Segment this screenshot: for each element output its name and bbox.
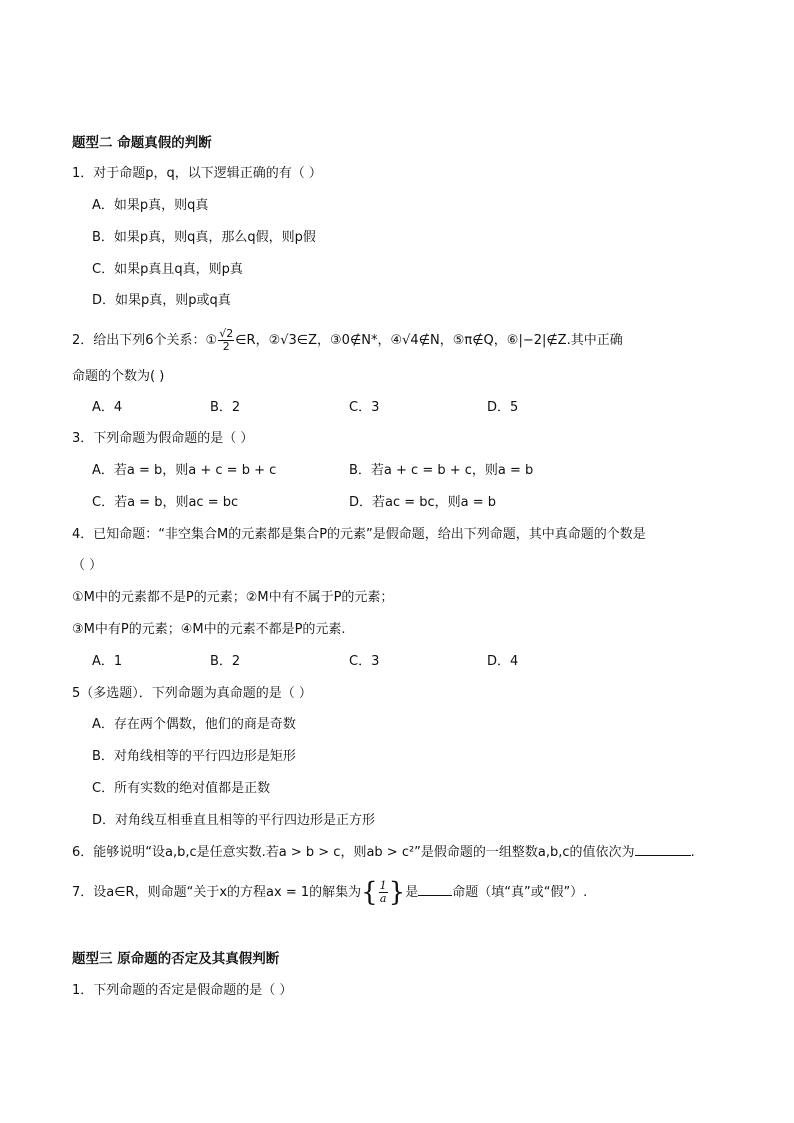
question-4-option-d: D．4 bbox=[487, 654, 519, 669]
question-7-suffix: 是 bbox=[405, 885, 419, 900]
question-7-prefix: 7．设a∈R，则命题“关于x的方程ax = 1的解集为 bbox=[72, 885, 362, 900]
question-4-stem-continued: （ ） bbox=[72, 558, 103, 573]
question-4-stem: 4．已知命题：“非空集合M的元素都是集合P的元素”是假命题，给出下列命题，其中真命题的个数是 bbox=[72, 527, 646, 542]
fraction bbox=[218, 328, 234, 353]
question-2-option-a: A．4 bbox=[92, 400, 123, 415]
question-1-stem: 1．对于命题p，q，以下逻辑正确的有（ ） bbox=[72, 166, 322, 181]
question-3-stem: 3．下列命题为假命题的是（ ） bbox=[72, 431, 254, 446]
question-6-end: . bbox=[690, 845, 695, 860]
question-3-option-a: A．若a = b，则a + c = b + c bbox=[92, 463, 277, 478]
right-brace: } bbox=[388, 877, 406, 908]
question-3-option-d: D．若ac = bc，则a = b bbox=[349, 495, 497, 510]
left-brace: { bbox=[361, 877, 378, 908]
set-fraction-denominator: a bbox=[379, 892, 387, 905]
question-5-option-b: B．对角线相等的平行四边形是矩形 bbox=[92, 749, 296, 764]
question-5-option-c: C．所有实数的绝对值都是正数 bbox=[92, 781, 271, 796]
question-4-statements-1: ①M中的元素都不是P的元素；②M中有不属于P的元素； bbox=[72, 590, 394, 605]
fraction-numerator: √2 bbox=[219, 327, 234, 340]
question-1-option-b: B．如果p真，则q真，那么q假，则p假 bbox=[92, 230, 316, 245]
section-title: 题型三 原命题的否定及其真假判断 bbox=[72, 951, 280, 967]
question-1-option-a: A．如果p真，则q真 bbox=[92, 198, 209, 213]
question-3-option-b: B．若a + c = b + c，则a = b bbox=[349, 463, 534, 478]
section3-question-1-stem: 1．下列命题的否定是假命题的是（ ） bbox=[72, 983, 293, 998]
fraction-denominator: 2 bbox=[222, 340, 230, 353]
question-5-stem: 5（多选题）．下列命题为真命题的是（ ） bbox=[72, 686, 312, 701]
set-fraction bbox=[379, 880, 388, 905]
question-3-option-c: C．若a = b，则ac = bc bbox=[92, 495, 239, 510]
question-2-stem bbox=[72, 328, 623, 353]
question-4-option-b: B．2 bbox=[210, 654, 241, 669]
set-fraction-numerator: 1 bbox=[379, 879, 387, 892]
question-2-option-b: B．2 bbox=[210, 400, 241, 415]
question-6-text: 6．能够说明“设a,b,c是任意实数.若a > b > c，则ab > c²”是假命题的一组整数a,b,c的值依次为 bbox=[72, 845, 635, 860]
question-7-stem bbox=[72, 877, 588, 908]
question-2-option-d: D．5 bbox=[487, 400, 519, 415]
question-2-prefix: 2．给出下列6个关系：① bbox=[72, 333, 218, 348]
question-1-option-d: D．如果p真，则p或q真 bbox=[92, 293, 231, 308]
question-2-rest: ∈R，②√3∈Z，③0∉N*，④√4∉N，⑤π∉Q，⑥|−2|∉Z.其中正确 bbox=[235, 333, 623, 348]
question-5-option-a: A．存在两个偶数，他们的商是奇数 bbox=[92, 717, 296, 732]
question-1-option-c: C．如果p真且q真，则p真 bbox=[92, 262, 243, 277]
answer-blank[interactable] bbox=[635, 855, 691, 856]
answer-blank[interactable] bbox=[418, 895, 452, 896]
question-5-option-d: D．对角线互相垂直且相等的平行四边形是正方形 bbox=[92, 813, 376, 828]
question-2-line2: 命题的个数为( ) bbox=[72, 369, 165, 384]
question-6-stem bbox=[72, 844, 695, 862]
question-2-option-c: C．3 bbox=[349, 400, 380, 415]
question-7-suffix2: 命题（填“真”或“假”）. bbox=[452, 885, 588, 900]
section-title: 题型二 命题真假的判断 bbox=[72, 135, 212, 151]
question-4-option-a: A．1 bbox=[92, 654, 123, 669]
question-4-statements-2: ③M中有P的元素；④M中的元素不都是P的元素. bbox=[72, 622, 346, 637]
question-4-option-c: C．3 bbox=[349, 654, 380, 669]
